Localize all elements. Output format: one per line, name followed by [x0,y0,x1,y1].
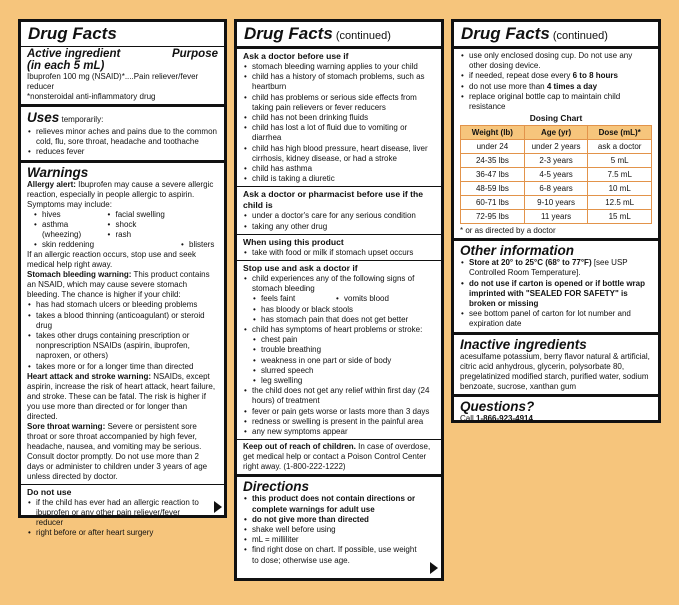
symptom-item: • hives [33,210,107,220]
heart-symptom-item: • leg swelling [243,376,435,386]
heart-symptom-item: • slurred speech [243,366,435,376]
heart-label: Heart attack and stroke warning: [27,371,152,381]
phone-number: 1-866-923-4914 [476,413,533,423]
symptom-item: • shock [107,220,181,230]
dosing-chart-row [461,210,652,224]
chart-cell: ask a doctor [588,140,652,154]
dosing-chart-header-row [461,126,652,140]
ask-doctor-item: • child has problems or serious side effects from taking pain relievers or fever reducers [243,93,435,113]
heart-symptom-item: • chest pain [243,335,435,345]
allergy-label: Allergy alert: [27,179,76,189]
directions-heading: Directions [243,479,310,495]
heart-symptom-item: • trouble breathing [243,345,435,355]
other-info-item [460,258,652,278]
panel-3-continued: (continued) [549,30,608,42]
allergy-after: If an allergic reaction occurs, stop use and seek medical help right away. [27,250,196,270]
dosing-chart-row [461,182,652,196]
when-using-item: • take with food or milk if stomach upset occurs [243,248,435,258]
dosing-item [460,71,652,81]
questions-heading: Questions? [460,398,535,414]
stomach-item: • takes a blood thinning (anticoagulant) or steroid drug [27,311,218,331]
chart-cell: 36-47 lbs [461,168,525,182]
uses-item: • relieves minor aches and pains due to the common cold, flu, sore throat, headache and toothache [27,127,218,147]
bleeding-sign-item: • feels faint [243,294,435,304]
stop-use-item: • redness or swelling is present in the painful area [243,417,435,427]
stop-use-item: • child experiences any of the following signs of stomach bleeding [243,274,435,294]
dosing-item: • replace original bottle cap to maintain child resistance [460,92,652,112]
symptom-item: • skin reddening [33,240,107,250]
directions-item: • mL = milliliter [243,535,421,545]
symptom-list [27,210,218,251]
ingredient-line: Ibuprofen 100 mg (NSAID)*....Pain reliever/fever reducer [27,72,199,91]
chart-cell: 7.5 mL [588,168,652,182]
chart-header-dose: Dose (mL)* [588,126,652,140]
stop-use-item: • fever or pain gets worse or lasts more than 3 days [243,407,435,417]
stomach-text: This product contains an NSAID, which may cause severe stomach bleeding. The chance is higher if your child: [27,270,210,300]
uses-suffix: temporarily: [59,115,104,124]
stomach-item: • takes more or for a longer time than directed [27,362,218,372]
panel-3-title: Drug Facts [461,24,550,43]
ask-pharmacist-item: • under a doctor's care for any serious condition [243,211,435,221]
ask-pharmacist-section [237,186,441,233]
drug-facts-panel-2 [234,19,444,581]
panel-2-continued: (continued) [332,30,391,42]
symptom-item: • asthma (wheezing) [33,220,107,240]
dosing-item [460,82,652,92]
directions-item: • do not give more than directed [243,515,421,525]
uses-section [21,104,224,160]
directions-item: • shake well before using [243,525,421,535]
heart-symptom-item: • weakness in one part or side of body [243,356,435,366]
bleeding-signs-list [243,294,435,325]
ask-pharmacist-item: • taking any other drug [243,222,435,232]
dosing-chart-title: Dosing Chart [529,113,583,124]
purpose-heading: Purpose [171,48,218,60]
questions-section [454,394,658,426]
chart-note: * or as directed by a doctor [460,226,556,236]
chart-cell: 60-71 lbs [461,196,525,210]
stomach-item: • has had stomach ulcers or bleeding problems [27,300,218,310]
stop-use-item: • any new symptoms appear [243,427,435,437]
other-information-section [454,238,658,331]
keep-out-of-reach-section [237,439,441,474]
ask-doctor-heading: Ask a doctor before use if [243,51,349,61]
do-not-use-item: • if the child has ever had an allergic reaction to ibuprofen or any other pain reliever/fever reducer [27,498,204,529]
keep-out-text: In case of overdose, get medical help or contact a Poison Control Center right away. (1-800-222-1222) [243,442,431,472]
chart-header-age: Age (yr) [524,126,588,140]
do-not-use-section [21,484,224,541]
stomach-item: • takes other drugs containing prescription or nonprescription NSAIDs (aspirin, ibuprofen, naproxen, or others) [27,331,218,362]
drug-facts-panel-3 [451,19,661,423]
call-prefix: Call [460,413,477,423]
dosing-chart-row [461,168,652,182]
symptom-item: • rash [107,230,181,240]
panel-1-title: Drug Facts [28,24,117,43]
ask-doctor-item: • child has a history of stomach problems, such as heartburn [243,72,435,92]
chart-cell: 4-5 years [524,168,588,182]
chart-cell: 6-8 years [524,182,588,196]
bleeding-sign-item: • vomits blood [335,294,389,304]
storage-note: [see USP Controlled Room Temperature]. [469,258,628,278]
directions-item: • this product does not contain directions or complete warnings for adult use [243,494,421,514]
chart-cell: 72-95 lbs [461,210,525,224]
stop-use-heading: Stop use and ask a doctor if [243,263,358,274]
continue-arrow-icon [214,501,222,513]
inactive-ingredients-text: acesulfame potassium, berry flavor natural & artificial, citric acid anhydrous, glycerin, polysorbate 80, pregelatinized modified starch, purified water, sodium benzoate, sucrose, xanthan gum [460,351,650,391]
dosing-chart-row [461,140,652,154]
uses-item: • reduces fever [27,147,218,157]
other-info-item: • do not use if carton is opened or if bottle wrap imprinted with "SEALED FOR SAFETY" is broken or missing [460,279,652,310]
ask-doctor-item: • child has high blood pressure, heart disease, liver cirrhosis, kidney disease, or had a stroke [243,144,435,164]
ask-doctor-item: • child has not been drinking fluids [243,113,435,123]
do-not-use-item: • right before or after heart surgery [27,528,204,538]
symptom-item: • facial swelling [107,210,181,220]
when-using-heading: When using this product [243,236,344,247]
sore-throat-label: Sore throat warning: [27,421,106,431]
chart-cell: 11 years [524,210,588,224]
ask-doctor-item: • stomach bleeding warning applies to your child [243,62,435,72]
chart-cell: 2-3 years [524,154,588,168]
other-info-item: • see bottom panel of carton for lot number and expiration date [460,309,652,329]
ask-doctor-item: • child is taking a diuretic [243,174,435,184]
ask-doctor-section [237,46,441,186]
sore-throat-text: Severe or persistent sore throat or sore throat accompanied by high fever, headache, nausea, and vomiting may be serious. Consult doctor promptly. Do not use more than 2 days or administer to children under 3 years of age unless directed by doctor. [27,421,208,481]
chart-cell: 48-59 lbs [461,182,525,196]
max-dose-limit: 4 times a day [546,81,598,91]
active-ingredient-heading: Active ingredient [27,48,121,60]
max-dose-prefix: do not use more than [469,81,547,91]
chart-header-weight: Weight (lb) [461,126,525,140]
chart-cell: 10 mL [588,182,652,196]
warnings-section [21,160,224,484]
keep-out-label: Keep out of reach of children. [243,442,356,452]
directions-section [237,474,441,567]
when-using-section [237,234,441,260]
stop-use-item: • child has symptoms of heart problems or stroke: [243,325,435,335]
drug-facts-panel-1 [18,19,227,538]
chart-cell: under 24 [461,140,525,154]
dosing-chart [460,125,652,224]
panel-3-header [454,22,658,46]
warnings-heading: Warnings [27,164,89,180]
ask-doctor-item: • child has lost a lot of fluid due to vomiting or diarrhea [243,123,435,143]
dosing-item: • use only enclosed dosing cup. Do not use any other dosing device. [460,51,652,71]
inactive-ingredients-section [454,332,658,394]
repeat-interval: 6 to 8 hours [572,71,618,81]
dosing-chart-row [461,196,652,210]
other-information-heading: Other information [460,243,574,259]
panel-1-header [21,22,224,46]
inactive-ingredients-heading: Inactive ingredients [460,336,587,352]
symptom-item: • blisters [180,240,218,250]
uses-heading: Uses [27,110,60,125]
chart-cell: under 2 years [524,140,588,154]
bleeding-sign-item: • has stomach pain that does not get better [243,315,435,325]
storage-temperature: Store at 20° to 25°C (68° to 77°F) [469,258,592,268]
chart-cell: 9-10 years [524,196,588,210]
chart-cell: 15 mL [588,210,652,224]
panel-2-title: Drug Facts [244,24,333,43]
chart-cell: 24-35 lbs [461,154,525,168]
active-ingredient-section [21,46,224,104]
nsaid-note: *nonsteroidal anti-inflammatory drug [27,92,156,101]
ask-doctor-item: • child has asthma [243,164,435,174]
continue-arrow-icon [430,562,438,574]
repeat-prefix: if needed, repeat dose every [469,71,573,81]
do-not-use-heading: Do not use [27,486,72,497]
stomach-label: Stomach bleeding warning: [27,270,132,280]
stop-use-item: • the child does not get any relief within first day (24 hours) of treatment [243,386,435,406]
allergy-text: Ibuprofen may cause a severe allergic reaction, especially in people allergic to aspirin. Symptoms may include: [27,179,214,209]
heart-text: NSAIDs, except aspirin, increase the risk of heart attack, heart failure, and stroke. These can be fatal. The risk is higher if you use more than directed or for longer than directed. [27,371,216,421]
ask-pharmacist-heading: Ask a doctor or pharmacist before use if the child is [243,189,433,211]
chart-cell: 12.5 mL [588,196,652,210]
bleeding-sign-item: • has bloody or black stools [243,305,435,315]
panel-2-header [237,22,441,46]
dosing-chart-row [461,154,652,168]
dosing-instructions-section [454,46,658,238]
directions-item: • find right dose on chart. If possible, use weight to dose; otherwise use age. [243,545,421,565]
chart-cell: 5 mL [588,154,652,168]
stop-use-section [237,260,441,439]
active-ingredient-subheading: (in each 5 mL) [27,60,105,72]
